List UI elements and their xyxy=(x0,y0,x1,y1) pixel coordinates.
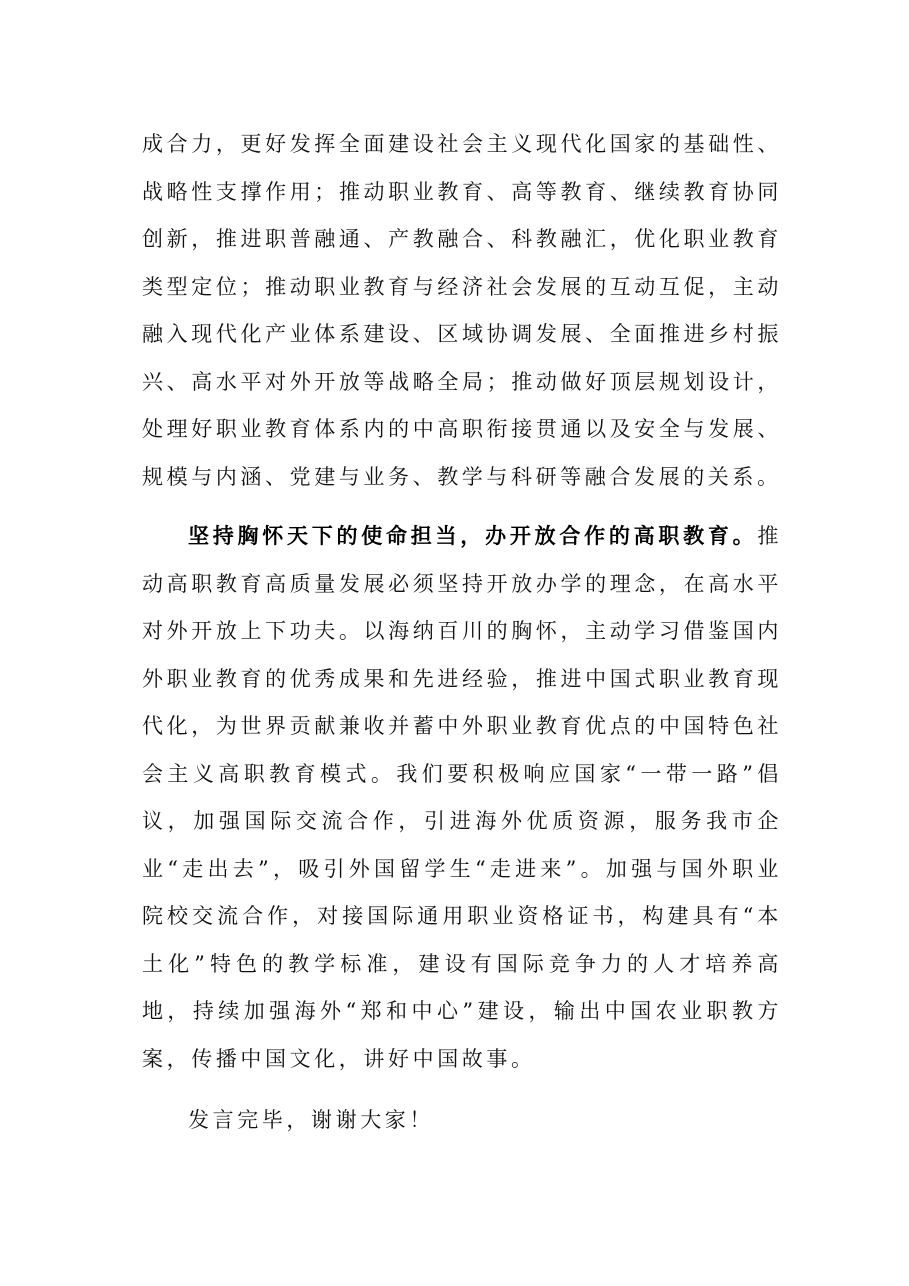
paragraph-1 xyxy=(142,121,782,501)
paragraph-2-heading: 坚持胸怀天下的使命担当，办开放合作的高职教育。 xyxy=(188,523,758,548)
paragraph-1-text: 成合力，更好发挥全面建设社会主义现代化国家的基础性、战略性支撑作用；推动职业教育、高等教育、继续教育协同创新，推进职普融通、产教融合、科教融汇，优化职业教育类型定位；推动职业教育与经济社会发展的互动互促，主动融入现代化产业体系建设、区域协调发展、全面推进乡村振兴、高水平对外开放等战略全局；推动做好顶层规划设计，处理好职业教育体系内的中高职衔接贯通以及安全与发展、规模与内涵、党建与业务、教学与科研等融合发展的关系。 xyxy=(142,132,782,489)
paragraph-2 xyxy=(142,512,782,1083)
closing-remark xyxy=(142,1097,782,1145)
closing-remark-text: 发言完毕，谢谢大家！ xyxy=(188,1108,434,1132)
paragraph-2-body: 推动高职教育高质量发展必须坚持开放办学的理念，在高水平对外开放上下功夫。以海纳百川的胸怀，主动学习借鉴国内外职业教育的优秀成果和先进经验，推进中国式职业教育现代化，为世界贡献兼收并蓄中外职业教育优点的中国特色社会主义高职教育模式。我们要积极响应国家“一带一路”倡议，加强国际交流合作，引进海外优质资源，服务我市企业“走出去”，吸引外国留学生“走进来”。加强与国外职业院校交流合作，对接国际通用职业资格证书，构建具有“本土化”特色的教学标准，建设有国际竞争力的人才培养高地，持续加强海外“郑和中心”建设，输出中国农业职教方案，传播中国文化，讲好中国故事。 xyxy=(142,524,782,1071)
